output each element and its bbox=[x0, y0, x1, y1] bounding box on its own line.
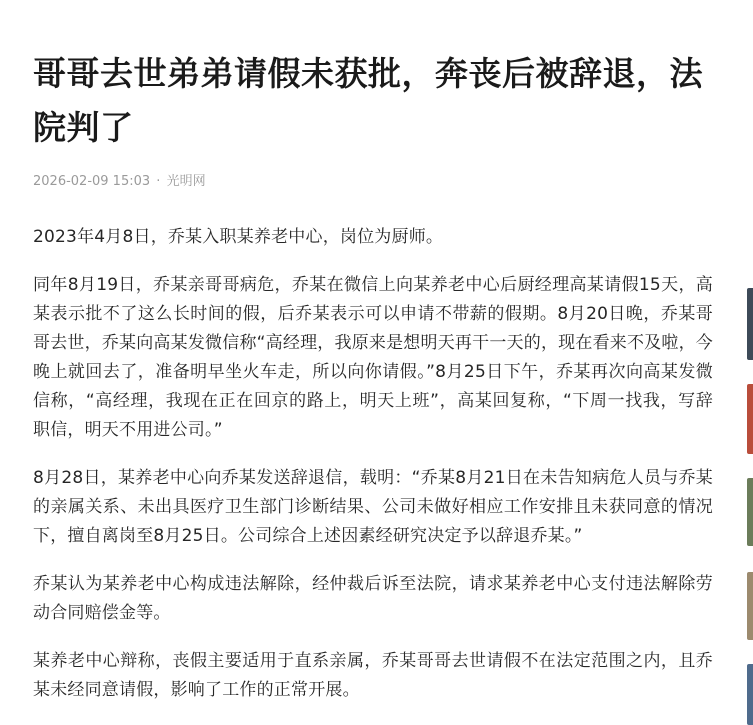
side-thumbnail[interactable] bbox=[747, 384, 753, 454]
side-thumbnail-strip bbox=[747, 0, 753, 725]
paragraph-3: 8月28日，某养老中心向乔某发送辞退信，载明：“乔某8月21日在未告知病危人员与乔某的亲属关系、未出具医疗卫生部门诊断结果、公司未做好相应工作安排且未获同意的情况下，擅自离岗至8月25日。公司综合上述因素经研究决定予以辞退乔某。” bbox=[33, 468, 713, 546]
side-thumbnail[interactable] bbox=[747, 572, 753, 640]
article-meta bbox=[33, 173, 713, 191]
paragraph-4: 乔某认为某养老中心构成违法解除，经仲裁后诉至法院，请求某养老中心支付违法解除劳动合同赔偿金等。 bbox=[33, 574, 713, 623]
paragraph-2: 同年8月19日，乔某亲哥哥病危，乔某在微信上向某养老中心后厨经理高某请假15天，高某表示批不了这么长时间的假，后乔某表示可以申请不带薪的假期。8月20日晚，乔某哥哥去世，乔某向高某发微信称“高经理，我原来是想明天再干一天的，现在看来不及啦，今晚上就回去了，准备明早坐火车走，所以向你请假。”8月25日下午，乔某再次向高某发微信称，“高经理，我现在正在回京的路上，明天上班”，高某回复称，“下周一找我，写辞职信，明天不用进公司。” bbox=[33, 275, 713, 440]
publish-date: 2026-02-09 15:03 bbox=[33, 174, 151, 189]
meta-separator: · bbox=[156, 174, 161, 189]
source-link[interactable]: 光明网 bbox=[166, 174, 206, 189]
side-thumbnail[interactable] bbox=[747, 664, 753, 725]
paragraph-1: 2023年4月8日，乔某入职某养老中心，岗位为厨师。 bbox=[33, 227, 444, 247]
side-thumbnail[interactable] bbox=[747, 288, 753, 360]
article-title: 哥哥去世弟弟请假未获批，奔丧后被辞退，法院判了 bbox=[33, 54, 703, 147]
paragraph-5: 某养老中心辩称，丧假主要适用于直系亲属，乔某哥哥去世请假不在法定范围之内，且乔某未经同意请假，影响了工作的正常开展。 bbox=[33, 651, 713, 700]
article bbox=[33, 0, 713, 705]
side-thumbnail[interactable] bbox=[747, 478, 753, 546]
